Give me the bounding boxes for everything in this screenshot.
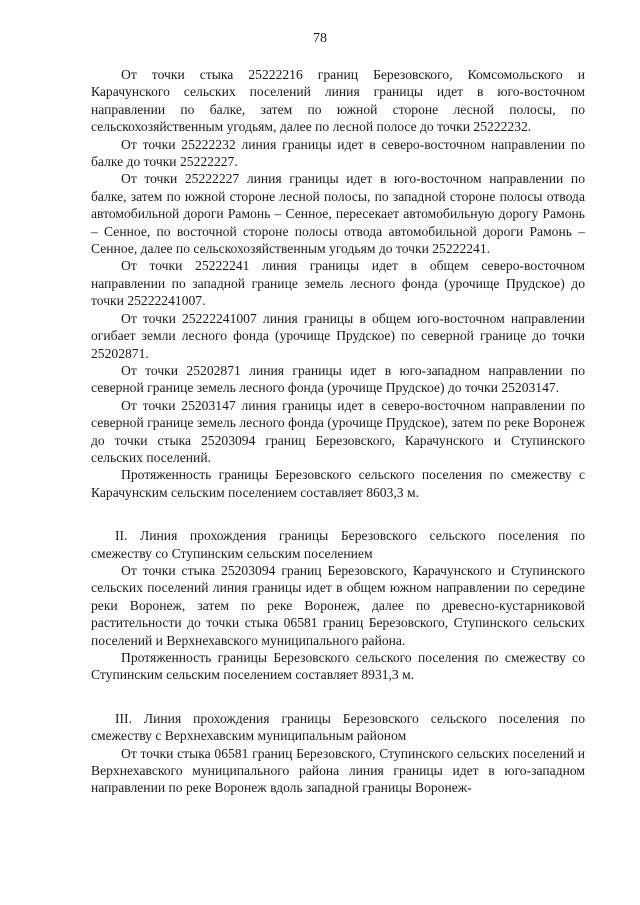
- section-3-heading: III. Линия прохождения границы Березовского сельского поселения по смежеству с Верхнехавским муниципальным районом: [91, 710, 585, 744]
- section-2-paragraph-1: От точки стыка 25203094 границ Березовского, Карачунского и Ступинского сельских поселений линия границы идет в общем южном направлении по середине реки Воронеж, затем по реке Воронеж, далее по древесно-кустарниковой растительности до точки стыка 06581 границ Березовского, Ступинского сельских поселений и Верхнехавского муниципального района.: [91, 562, 585, 648]
- paragraph-1: От точки стыка 25222216 границ Березовского, Комсомольского и Карачунского сельских поселений линия границы идет в юго-восточном направлении по балке, затем по южной стороне лесной полосы, по сельскохозяйственным угодьям, далее по лесной полосе до точки 25222232.: [91, 67, 585, 135]
- section-2-paragraph-2-length-summary: Протяженность границы Березовского сельского поселения по смежеству со Ступинским сельским поселением составляет 8931,3 м.: [91, 650, 585, 683]
- paragraph-3: От точки 25222227 линия границы идет в юго-восточном направлении по балке, затем по южной стороне лесной полосы, по западной стороне полосы отвода автомобильной дороги Рамонь – Сенное, пересекает автомобильную дорогу Рамонь – Сенное, по восточной стороне полосы отвода автомобильной дороги Рамонь – Сенное, далее по сельскохозяйственным угодьям до точки 25222241.: [91, 171, 585, 257]
- paragraph-4: От точки 25222241 линия границы идет в общем северо-восточном направлении по западной границе земель лесного фонда (урочище Прудское) до точки 25222241007.: [91, 258, 585, 309]
- page-number: 78: [313, 31, 327, 46]
- paragraph-7: От точки 25203147 линия границы идет в северо-восточном направлении по северной границе земель лесного фонда (урочище Прудское), затем по реке Воронеж до точки стыка 25203094 границ Березовского, Карачунского и Ступинского сельских поселений.: [91, 397, 585, 465]
- section-3-paragraph-1: От точки стыка 06581 границ Березовского, Ступинского сельских поселений и Верхнехавского муниципального района линия границы идет в юго-западном направлении по реке Воронеж вдоль западной границы Воронеж-: [91, 745, 585, 796]
- paragraph-5: От точки 25222241007 линия границы в общем юго-восточном направлении огибает земли лесного фонда (урочище Прудское) по северной границе до точки 25202871.: [91, 310, 585, 361]
- paragraph-6: От точки 25202871 линия границы идет в юго-западном направлении по северной границе земель лесного фонда (урочище Прудское) до точки 25203147.: [91, 362, 585, 396]
- section-2-heading: II. Линия прохождения границы Березовского сельского поселения по смежеству со Ступинским сельским поселением: [91, 528, 585, 561]
- paragraph-8-length-summary: Протяженность границы Березовского сельского поселения по смежеству с Карачунским сельским поселением составляет 8603,3 м.: [91, 467, 585, 500]
- document-body: [91, 66, 585, 797]
- paragraph-2: От точки 25222232 линия границы идет в северо-восточном направлении по балке до точки 25222227.: [91, 136, 585, 170]
